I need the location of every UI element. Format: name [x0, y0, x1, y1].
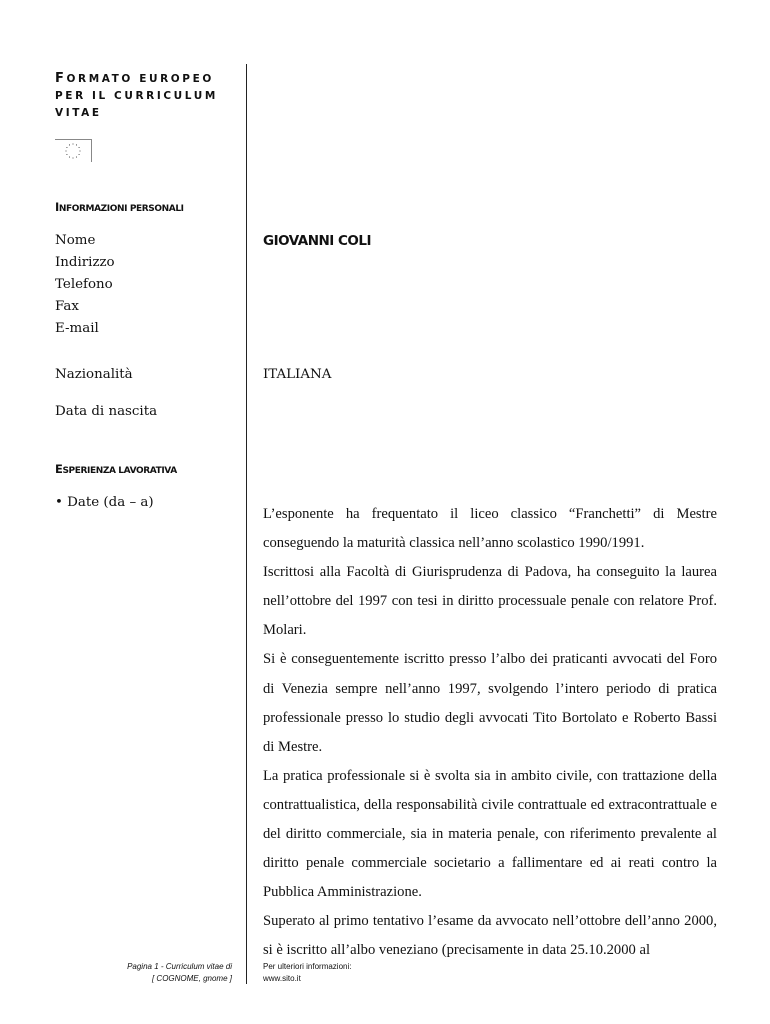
personal-heading-initial: I — [55, 200, 59, 214]
personal-heading-text: NFORMAZIONI PERSONALI — [58, 204, 184, 214]
phone-label: Telefono — [55, 277, 113, 292]
title-line1: ORMATO EUROPEO — [66, 73, 214, 85]
paragraph: L’esponente ha frequentato il liceo classico “Franchetti” di Mestre conseguendo la maturità classica nell’anno scolastico 1990/1991. — [263, 506, 717, 552]
title-line2: PER IL CURRICULUM — [55, 90, 218, 102]
eu-star — [79, 150, 80, 151]
footer-left-line1: Pagina 1 - Curriculum vitae di — [127, 962, 232, 971]
eu-star — [72, 157, 73, 158]
footer-left-line2: [ COGNOME, gnome ] — [151, 974, 232, 983]
name-value: GIOVANNI COLI — [263, 233, 372, 249]
eu-star — [69, 157, 70, 158]
title-initial: F — [55, 71, 67, 86]
paragraph: Iscrittosi alla Facoltà di Giurisprudenza di Padova, ha conseguito la laurea nell’ottobre del 1997 con tesi in diritto processuale penale con relatore Prof. Molari. — [263, 564, 717, 639]
personal-info-heading — [55, 200, 184, 214]
nationality-value: ITALIANA — [263, 367, 332, 382]
experience-heading-initial: E — [55, 462, 63, 476]
experience-heading — [55, 462, 177, 476]
eu-star — [79, 147, 80, 148]
column-divider — [246, 64, 247, 984]
eu-star — [69, 144, 70, 145]
footer-contact-info — [263, 961, 351, 985]
footer-page-info — [80, 961, 232, 985]
eu-star — [76, 144, 77, 145]
eu-star — [76, 157, 77, 158]
paragraph: Superato al primo tentativo l’esame da avvocato nell’ottobre dell’anno 2000, si è iscritto all’albo veneziano (precisamente in data 25.10.2000 al — [263, 913, 717, 959]
experience-text — [263, 500, 717, 966]
eu-star — [66, 154, 67, 155]
name-label: Nome — [55, 233, 96, 248]
eu-flag-icon — [55, 139, 92, 162]
paragraph: Si è conseguentemente iscritto presso l’albo dei praticanti avvocati del Foro di Venezia sempre nell’anno 1997, svolgendo l’intero periodo di pratica professionale presso lo studio degli avvocati Tito Bortolato e Roberto Bassi di Mestre. — [263, 651, 717, 755]
paragraph: La pratica professionale si è svolta sia in ambito civile, con trattazione della contrattualistica, della responsabilità civile contrattuale ed extracontrattuale e del diritto commerciale, sia in materia penale, con riferimento prevalente al diritto penale commerciale societario a fallimentare ed ai reati contro la Pubblica Amministrazione. — [263, 767, 717, 901]
eu-star — [65, 150, 66, 151]
eu-star — [66, 147, 67, 148]
eu-star — [72, 143, 73, 144]
experience-heading-text: SPERIENZA LAVORATIVA — [62, 466, 177, 476]
document-title — [55, 70, 233, 122]
title-line3: VITAE — [55, 107, 102, 119]
footer-website-link[interactable]: www.sito.it — [263, 974, 301, 983]
fax-label: Fax — [55, 299, 79, 314]
nationality-label: Nazionalità — [55, 367, 133, 382]
email-label: E-mail — [55, 321, 99, 336]
birth-date-label: Data di nascita — [55, 404, 158, 419]
footer-right-line1: Per ulteriori informazioni: — [263, 962, 352, 971]
date-range-label: • Date (da – a) — [55, 495, 154, 510]
address-label: Indirizzo — [55, 255, 115, 270]
eu-star — [79, 154, 80, 155]
